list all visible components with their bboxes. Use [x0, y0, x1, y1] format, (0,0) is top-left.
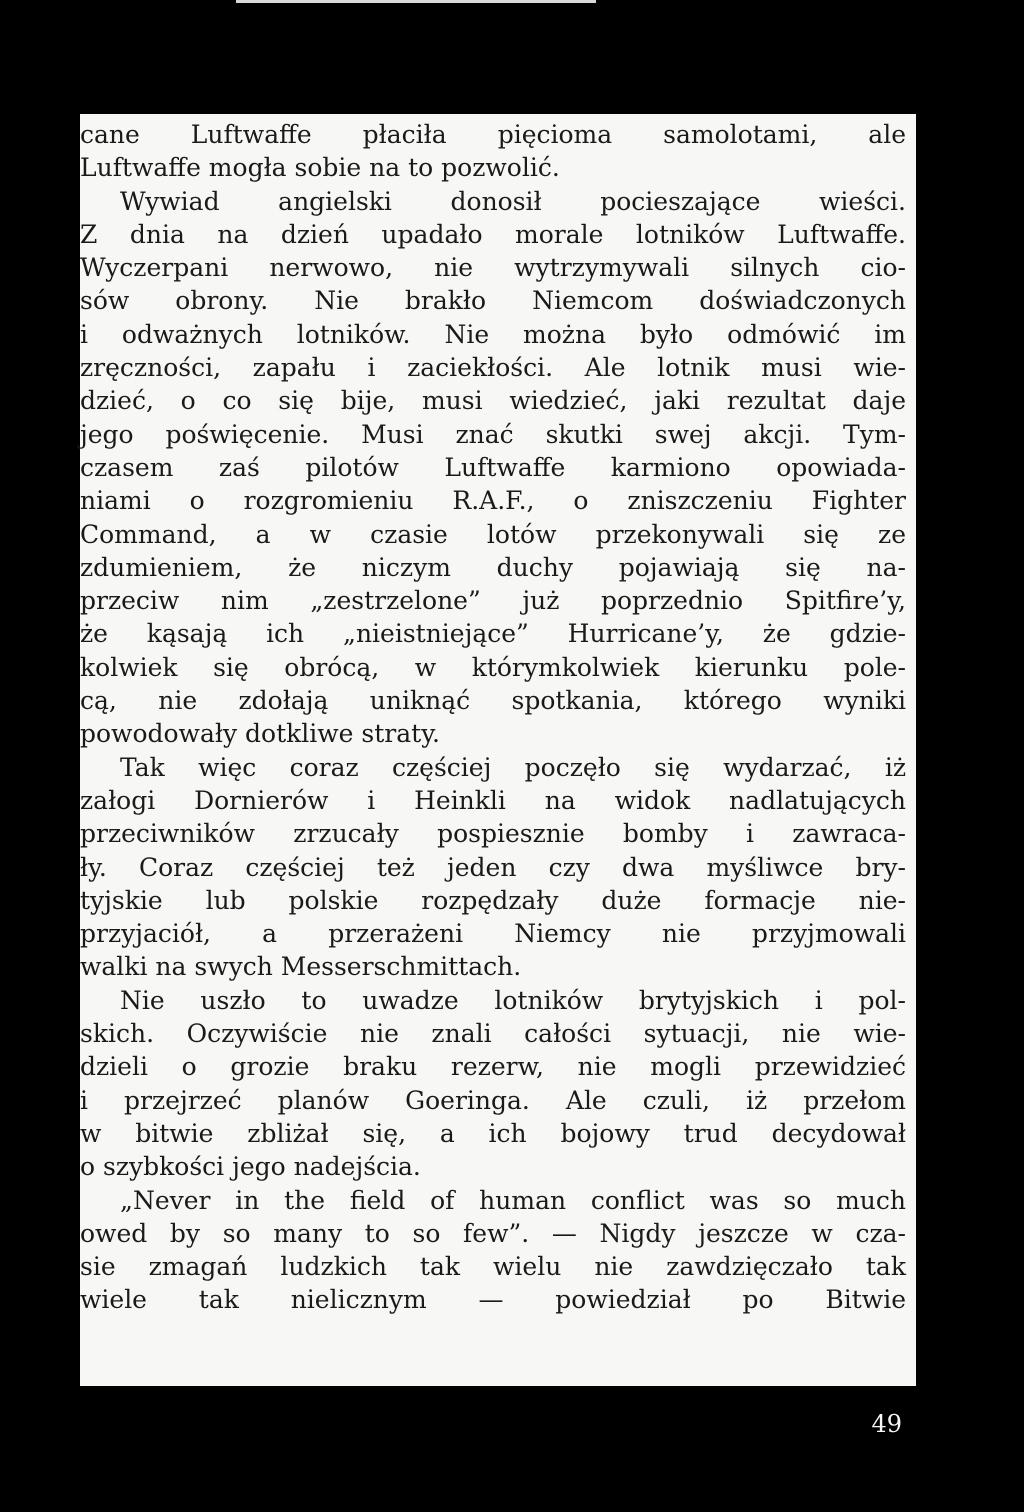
text-line: cane Luftwaffe płaciła pięcioma samolotami, ale [80, 120, 906, 149]
text-line: sie zmagań ludzkich tak wielu nie zawdzięczało tak [80, 1252, 906, 1282]
text-line: niami o rozgromieniu R.A.F., o zniszczeniu Fighter [80, 486, 906, 516]
text-line: kolwiek się obrócą, w którymkolwiek kierunku pole- [80, 652, 906, 682]
text-line: czasem zaś pilotów Luftwaffe karmiono opowiada- [80, 452, 906, 482]
text-line: jego poświęcenie. Musi znać skutki swej akcji. Tym- [80, 419, 906, 449]
body-text [80, 118, 906, 1317]
text-line: że kąsają ich „nieistniejące” Hurricane’y, że gdzie- [80, 619, 906, 649]
text-line: załogi Dornierów i Heinkli na widok nadlatujących [80, 785, 906, 815]
text-line: przeciwników zrzucały pospiesznie bomby i zawraca- [80, 819, 906, 849]
text-line: „Never in the field of human conflict was so much [120, 1185, 906, 1215]
top-edge-rule [236, 0, 596, 3]
text-line: i przejrzeć planów Goeringa. Ale czuli, iż przełom [80, 1085, 906, 1115]
text-line: cą, nie zdołają uniknąć spotkania, którego wyniki [80, 686, 906, 716]
text-line: tyjskie lub polskie rozpędzały duże formacje nie- [80, 885, 906, 915]
text-line: wiele tak nielicznym — powiedział po Bitwie [80, 1285, 906, 1315]
text-line: o szybkości jego nadejścia. [80, 1152, 421, 1182]
text-line: zdumieniem, że niczym duchy pojawiają się na- [80, 552, 906, 582]
text-line: walki na swych Messerschmittach. [80, 952, 522, 982]
text-line: Wyczerpani nerwowo, nie wytrzymywali silnych cio- [80, 253, 906, 283]
text-line: w bitwie zbliżał się, a ich bojowy trud decydował [80, 1118, 906, 1148]
text-line: Luftwaffe mogła sobie na to pozwolić. [80, 153, 560, 183]
text-line: Wywiad angielski donosił pocieszające wieści. [120, 186, 906, 216]
text-line: zręczności, zapału i zaciekłości. Ale lotnik musi wie- [80, 353, 906, 383]
text-line: ły. Coraz częściej też jeden czy dwa myśliwce bry- [80, 852, 906, 882]
text-line: Nie uszło to uwadze lotników brytyjskich i pol- [120, 985, 906, 1015]
text-line: owed by so many to so few”. — Nigdy jeszcze w cza- [80, 1218, 906, 1248]
text-line: sów obrony. Nie brakło Niemcom doświadczonych [80, 286, 906, 316]
text-line: i odważnych lotników. Nie można było odmówić im [80, 319, 906, 349]
text-line: powodowały dotkliwe straty. [80, 719, 440, 749]
text-line: dzieć, o co się bije, musi wiedzieć, jaki rezultat daje [80, 386, 906, 416]
text-line: dzieli o grozie braku rezerw, nie mogli przewidzieć [80, 1052, 906, 1082]
text-line: skich. Oczywiście nie znali całości sytuacji, nie wie- [80, 1019, 906, 1049]
page-number: 49 [871, 1410, 902, 1438]
text-line: Command, a w czasie lotów przekonywali się ze [80, 519, 906, 549]
text-line: Z dnia na dzień upadało morale lotników Luftwaffe. [80, 219, 906, 249]
text-line: przyjaciół, a przerażeni Niemcy nie przyjmowali [80, 919, 906, 949]
text-line: przeciw nim „zestrzelone” już poprzednio Spitfire’y, [80, 586, 906, 616]
text-line: Tak więc coraz częściej poczęło się wydarzać, iż [120, 752, 906, 782]
